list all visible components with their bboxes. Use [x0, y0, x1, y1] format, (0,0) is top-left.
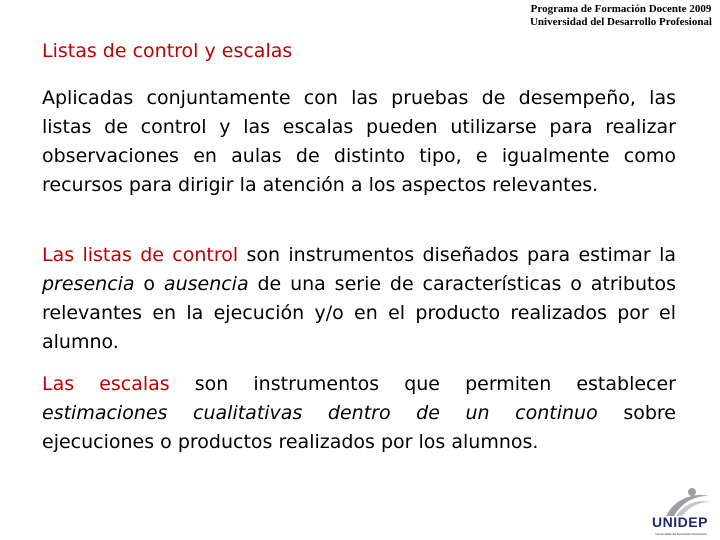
header: [530, 3, 712, 29]
paragraph-intro: Aplicadas conjuntamente con las pruebas de desempeño, las listas de control y las escalas pueden utilizarse para realizar observaciones en aulas de distinto tipo, e igualmente como recursos para dirigir la atención a los aspectos relevantes.: [42, 87, 676, 196]
term-checklists: Las listas de control: [42, 244, 239, 266]
scales-text-a: son instrumentos que permiten establecer: [169, 373, 676, 395]
term-scales: Las escalas: [42, 373, 170, 395]
paragraph-checklists: [42, 241, 676, 357]
checklists-text-c: de una serie de características o atributos relevantes en la ejecución y/o en el producto realizados por el alumno.: [42, 273, 676, 353]
paragraph-scales: [42, 370, 676, 457]
logo-wordmark: UNIDEP: [652, 514, 708, 530]
checklists-text-b: o: [134, 273, 164, 295]
term-absence: ausencia: [163, 273, 249, 295]
logo-tagline: Universidad del Desarrollo Profesional: [655, 532, 707, 536]
term-presence: presencia: [42, 273, 135, 295]
scales-text-b: sobre ejecuciones o productos realizados por los alumnos.: [42, 402, 676, 453]
header-program: Programa de Formación Docente 2009: [530, 3, 712, 15]
slide-title: Listas de control y escalas: [42, 40, 293, 62]
unidep-logo: [640, 486, 720, 540]
term-estimates: estimaciones cualitativas dentro de un continuo: [42, 402, 598, 424]
checklists-text-a: son instrumentos diseñados para estimar la: [238, 244, 676, 266]
header-university: Universidad del Desarrollo Profesional: [529, 16, 712, 28]
